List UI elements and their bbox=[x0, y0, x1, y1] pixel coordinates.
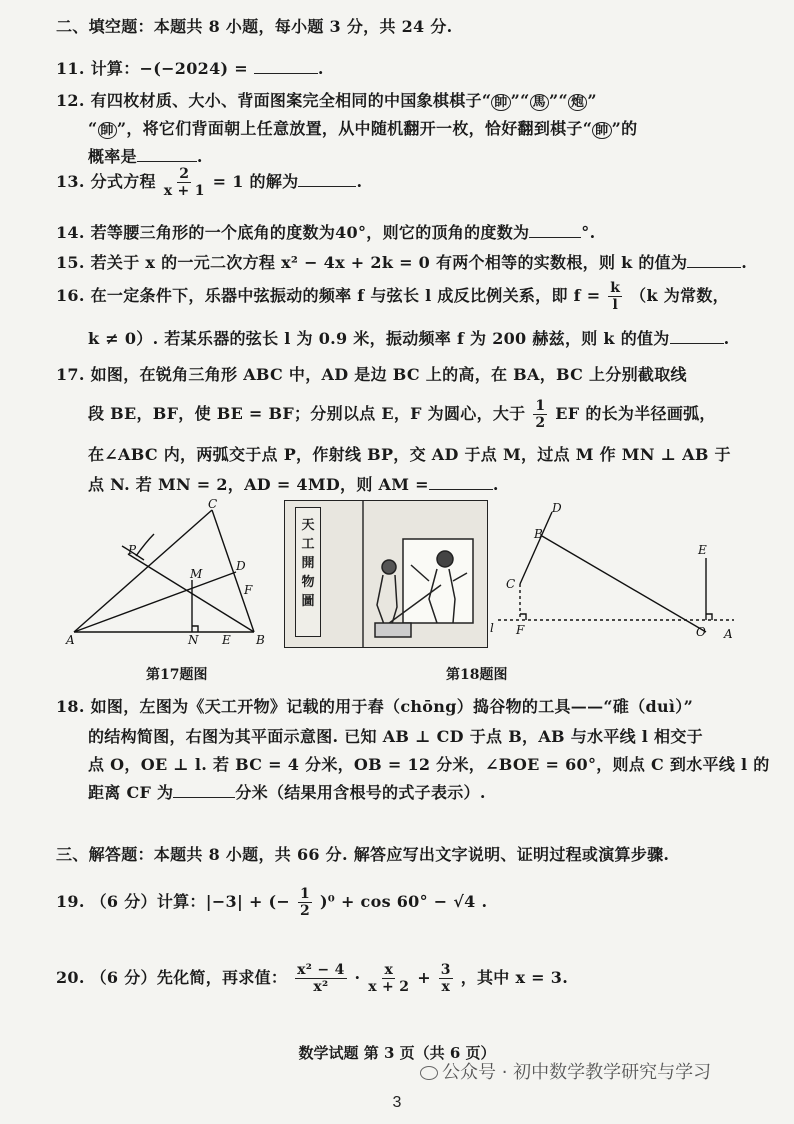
q12-line2-end: ”的 bbox=[611, 119, 638, 138]
q18-line4b: 分米（结果用含根号的式子表示）. bbox=[235, 783, 486, 802]
book-title-char-4: 物 bbox=[301, 575, 315, 590]
fig18-label-d: D bbox=[552, 501, 562, 515]
q20-f2-den: x + 2 bbox=[368, 979, 410, 995]
wechat-watermark bbox=[420, 1058, 711, 1084]
q20-f2-num: x bbox=[384, 962, 394, 978]
question-15 bbox=[56, 250, 747, 273]
q13-pre: 分式方程 bbox=[90, 172, 156, 191]
question-17-line2 bbox=[88, 398, 716, 431]
q15-text: 若关于 x 的一元二次方程 x² − 4x + 2k = 0 有两个相等的实数根，则 k 的值为 bbox=[90, 253, 688, 272]
q18-line4a: 距离 CF 为 bbox=[88, 783, 174, 802]
q12-end: . bbox=[196, 147, 203, 166]
q20-plus: + bbox=[417, 968, 431, 987]
fig17-label-b: B bbox=[256, 633, 265, 647]
question-18-line3: 点 O，OE ⊥ l. 若 BC = 4 分米，OB = 12 分米，∠BOE = 60°，则点 C 到水平线 l 的 bbox=[88, 755, 770, 774]
question-14 bbox=[56, 220, 595, 243]
question-19 bbox=[56, 886, 487, 919]
q14-number: 14. bbox=[56, 223, 85, 242]
page-footer: 数学试题 第 3 页（共 6 页） bbox=[298, 1044, 496, 1062]
q17-line3: 在∠ABC 内，两弧交于点 P，作射线 BP，交 AD 于点 M，过点 M 作 MN ⊥ AB 于 bbox=[88, 445, 731, 464]
fig18-label-e: E bbox=[698, 543, 707, 557]
q12-line3: 概率是 bbox=[88, 147, 137, 166]
fig17-label-d: D bbox=[236, 559, 246, 573]
figure-18-caption: 第18题图 bbox=[446, 667, 508, 683]
q18-line1: 如图，左图为《天工开物》记载的用于舂（chōng）捣谷物的工具——“碓（duì）” bbox=[90, 697, 694, 716]
fig17-segment-ad bbox=[74, 572, 236, 632]
question-12-line1: 12. 有四枚材质、大小、背面图案完全相同的中国象棋棋子“ 帥 ”“ 馬 ”“ 炮 ” bbox=[56, 91, 597, 110]
q20-pre: （6 分）先化简，再求值： bbox=[90, 968, 288, 987]
question-16-line2 bbox=[88, 326, 729, 349]
fig17-label-c: C bbox=[208, 498, 218, 511]
q16-line1-end: （k 为常数， bbox=[630, 286, 729, 305]
fig18-label-f: F bbox=[516, 623, 525, 637]
q20-f1-num: x² − 4 bbox=[297, 962, 345, 978]
q19-number: 19. bbox=[56, 892, 85, 911]
fig17-label-f: F bbox=[244, 583, 253, 597]
q19-post: )⁰ + cos 60° − √4 . bbox=[319, 892, 488, 911]
question-18-line2: 的结构简图，右图为其平面示意图. 已知 AB ⊥ CD 于点 B，AB 与水平线 l 相交于 bbox=[88, 727, 703, 746]
q20-fraction-2 bbox=[368, 962, 409, 995]
book-title-char-3: 開 bbox=[301, 556, 315, 571]
q13-post: = 1 的解为 bbox=[212, 172, 299, 191]
fig18-label-l: l bbox=[490, 621, 494, 635]
fig17-label-n: N bbox=[188, 633, 199, 647]
fig18-label-c: C bbox=[506, 577, 516, 591]
q16-number: 16. bbox=[56, 286, 85, 305]
q12-line2: ”，将它们背面朝上任意放置，从中随机翻开一枚，恰好翻到棋子“ bbox=[116, 119, 593, 138]
question-18-line4 bbox=[88, 780, 486, 803]
fig18-segment-ab bbox=[542, 536, 706, 632]
q20-post: ，其中 x = 3. bbox=[460, 968, 569, 987]
question-13 bbox=[56, 166, 362, 199]
q12-answer-blank[interactable] bbox=[137, 147, 197, 162]
q17-number: 17. bbox=[56, 365, 85, 384]
chess-piece-1: 帥 bbox=[491, 94, 510, 111]
fig17-label-m: M bbox=[190, 567, 203, 581]
q16-frac-num: k bbox=[610, 280, 621, 296]
question-12-line3 bbox=[88, 144, 203, 167]
figure-18-book-illustration bbox=[284, 500, 488, 648]
q15-end: . bbox=[741, 253, 748, 272]
q16-frac-den: l bbox=[612, 297, 619, 313]
q17-answer-blank[interactable] bbox=[429, 475, 493, 490]
q14-answer-blank[interactable] bbox=[529, 223, 581, 238]
question-11 bbox=[56, 56, 324, 79]
question-17-line1 bbox=[56, 362, 687, 385]
q17-line2a: 段 BE，BF，使 BE = BF；分别以点 E，F 为圆心，大于 bbox=[88, 404, 526, 423]
fig17-label-e: E bbox=[222, 633, 231, 647]
question-17-line3 bbox=[88, 442, 731, 465]
q19-pre: （6 分）计算：|−3| + (− bbox=[90, 892, 291, 911]
q16-end: . bbox=[723, 329, 730, 348]
q17-line1: 如图，在锐角三角形 ABC 中，AD 是边 BC 上的高，在 BA，BC 上分别截取线 bbox=[90, 365, 687, 384]
q16-answer-blank[interactable] bbox=[670, 329, 724, 344]
watermark-text: 公众号 · 初中数学教学研究与学习 bbox=[442, 1062, 712, 1083]
q20-f3-den: x bbox=[441, 979, 451, 995]
q13-frac-den: x + 1 bbox=[163, 183, 205, 199]
q17-line2b: EF 的长为半径画弧， bbox=[555, 404, 716, 423]
fig18-label-b: B bbox=[534, 527, 543, 541]
q16-line1: 在一定条件下，乐器中弦振动的频率 f 与弦长 l 成反比例关系，即 f = bbox=[90, 286, 601, 305]
question-17-line4 bbox=[88, 472, 499, 495]
q14-text: 若等腰三角形的一个底角的度数为40°，则它的顶角的度数为 bbox=[90, 223, 530, 242]
book-title-char-5: 圖 bbox=[301, 594, 315, 609]
q16-line2: k ≠ 0）. 若某乐器的弦长 l 为 0.9 米，振动频率 f 为 200 赫兹，则 k 的值为 bbox=[88, 329, 670, 348]
page-number: 3 bbox=[392, 1094, 402, 1111]
q18-answer-blank[interactable] bbox=[173, 783, 235, 798]
section-3-title: 三、解答题：本题共 8 小题，共 66 分. 解答应写出文字说明、证明过程或演算步骤. bbox=[56, 845, 670, 864]
fig18-segment-cd bbox=[520, 512, 552, 584]
question-12-line2: “ 帥 ”，将它们背面朝上任意放置，从中随机翻开一枚，恰好翻到棋子“ 帥 ”的 bbox=[88, 119, 638, 138]
question-18-line1 bbox=[56, 694, 693, 717]
chess-piece-2: 馬 bbox=[530, 94, 549, 111]
q19-fraction bbox=[298, 886, 312, 919]
fig17-segment-cb bbox=[212, 510, 254, 632]
q20-fraction-3 bbox=[439, 962, 453, 995]
q20-f3-num: 3 bbox=[440, 962, 451, 978]
figure-17-caption: 第17题图 bbox=[146, 667, 208, 683]
q13-frac-num: 2 bbox=[179, 166, 190, 182]
fig18-label-a: A bbox=[724, 627, 733, 641]
q11-end: . bbox=[317, 59, 324, 78]
q17-frac-den: 2 bbox=[535, 415, 546, 431]
q17-line4: 点 N. 若 MN = 2，AD = 4MD，则 AM = bbox=[88, 475, 429, 494]
q20-f1-den: x² bbox=[313, 979, 329, 995]
fig17-right-angle-n bbox=[192, 626, 198, 632]
chess-piece-4-ref: 帥 bbox=[592, 122, 611, 139]
q11-text: 计算：−(−2024) = bbox=[90, 59, 248, 78]
book-title-char-2: 工 bbox=[301, 537, 315, 552]
fig18-right-angle-f bbox=[520, 614, 526, 620]
figure-17-diagram bbox=[62, 498, 276, 648]
q17-fraction bbox=[533, 398, 547, 431]
fig17-label-p: P bbox=[128, 543, 137, 557]
q18-number: 18. bbox=[56, 697, 85, 716]
q12-number: 12. bbox=[56, 91, 85, 110]
q17-end: . bbox=[492, 475, 499, 494]
question-20 bbox=[56, 962, 568, 995]
q15-answer-blank[interactable] bbox=[687, 253, 741, 268]
q11-number: 11. bbox=[56, 59, 85, 78]
q13-end: . bbox=[356, 172, 363, 191]
fig17-arc-1 bbox=[136, 534, 154, 556]
q20-number: 20. bbox=[56, 968, 85, 987]
q16-fraction bbox=[608, 280, 622, 313]
q11-answer-blank[interactable] bbox=[254, 59, 318, 74]
figure-18-diagram bbox=[486, 498, 742, 648]
q12-line1: 有四枚材质、大小、背面图案完全相同的中国象棋棋子“ bbox=[90, 91, 492, 110]
section-2-title: 二、填空题：本题共 8 小题，每小题 3 分，共 24 分. bbox=[56, 17, 453, 36]
q15-number: 15. bbox=[56, 253, 85, 272]
q19-frac-num: 1 bbox=[300, 886, 311, 902]
q17-frac-num: 1 bbox=[535, 398, 546, 414]
q13-number: 13. bbox=[56, 172, 85, 191]
question-16-line1 bbox=[56, 280, 729, 313]
q13-answer-blank[interactable] bbox=[298, 172, 356, 187]
fig17-label-a: A bbox=[66, 633, 75, 647]
chess-piece-4: 帥 bbox=[98, 122, 117, 139]
q20-dot: · bbox=[354, 968, 361, 987]
fig18-right-angle-o bbox=[706, 614, 712, 620]
q20-fraction-1 bbox=[295, 962, 347, 995]
fig18-label-o: O bbox=[696, 625, 706, 639]
q14-end: °. bbox=[581, 223, 596, 242]
book-title-char-1: 天 bbox=[301, 518, 315, 533]
chess-piece-3: 炮 bbox=[568, 94, 587, 111]
pounding-tool-artwork bbox=[325, 501, 485, 647]
wechat-icon bbox=[420, 1066, 438, 1080]
q13-fraction bbox=[164, 166, 205, 199]
book-title-strip bbox=[295, 507, 321, 637]
q19-frac-den: 2 bbox=[300, 903, 311, 919]
